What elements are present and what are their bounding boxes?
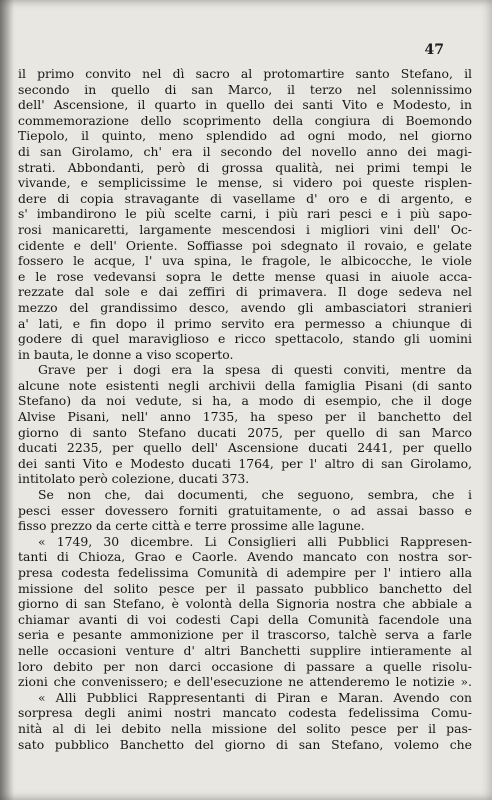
text-line: strati. Abbondanti, però di grossa qualità, nei primi tempi le [18, 159, 472, 175]
text-line: dell' Ascensione, il quarto in quello dei santi Vito e Modesto, in [18, 97, 472, 113]
text-line: fossero le acque, l' uva spina, le fragole, le albicocche, le viole [18, 253, 472, 269]
paragraph-start-line: « Alli Pubblici Rappresentanti di Piran e Maran. Avendo con [38, 689, 472, 705]
paragraph-start-line: Grave per i dogi era la spesa di questi conviti, mentre da [38, 362, 472, 378]
text-line: Tiepolo, il quinto, meno splendido ad ogni modo, nel giorno [18, 128, 472, 144]
paragraph-start-line: Se non che, dai documenti, che seguono, sembra, che i [38, 487, 472, 503]
paragraph-end-line: in bauta, le donne a viso scoperto. [18, 346, 234, 362]
paragraph-end-line: intitolato però colezione, ducati 373. [18, 471, 250, 487]
page-number: 47 [424, 42, 444, 58]
text-line: seria e pesante ammonizione per il trascorso, talchè serva a farle [18, 627, 472, 643]
text-line: di san Girolamo, ch' era il secondo del novello anno dei magi- [18, 143, 472, 159]
text-line: nità al di lei debito nella missione del solito pesce per il pas- [18, 720, 472, 736]
text-line: dere di copia stravagante di vasellame d' oro e di argento, e [18, 190, 472, 206]
text-line: Alvise Pisani, nell' anno 1735, ha speso per il banchetto del [18, 409, 472, 425]
text-line: s' imbandirono le più scelte carni, i più rari pesci e i più sapo- [18, 206, 472, 222]
text-line: vivande, e semplicissime le mense, si videro poi queste risplen- [18, 175, 472, 191]
text-line: godere di quel maraviglioso e ricco spettacolo, stando gli uomini [18, 331, 472, 347]
paragraph-end-line: zioni che convenissero; e dell'esecuzione ne attenderemo le notizie ». [18, 674, 472, 690]
text-line: cidente e dell' Oriente. Soffiasse poi sdegnato il rovaio, e gelate [18, 237, 472, 253]
text-line: Stefano) da noi vedute, si ha, a modo di esempio, che il doge [18, 393, 472, 409]
text-line: nelle occasioni venture d' altri Banchetti supplire intieramente al [18, 642, 472, 658]
text-line: ducati 2235, per quello dell' Ascensione ducati 2441, per quello [18, 440, 472, 456]
text-line: a' lati, e fin dopo il primo servito era permesso a chiunque di [18, 315, 472, 331]
paragraph-end-line: fisso prezzo da certe città e terre prossime alle lagune. [18, 518, 365, 534]
text-line: chiamar avanti di voi codesti Capi della Comunità facendole una [18, 611, 472, 627]
text-line: e le rose vedevansi sopra le dette mense quasi in aiuole acca- [18, 268, 472, 284]
text-line: loro debito per non darci occasione di passare a quelle risolu- [18, 658, 472, 674]
text-line: sato pubblico Banchetto del giorno di san Stefano, volemo che [18, 736, 472, 752]
text-line: pesci esser dovessero forniti gratuitamente, o ad assai basso e [18, 502, 472, 518]
text-line: giorno di santo Stefano ducati 2075, per quello di san Marco [18, 424, 472, 440]
text-line: commemorazione dello scoprimento della congiura di Boemondo [18, 112, 472, 128]
text-line: rezzate dal sole e dai zeffiri di primavera. Il doge sedeva nel [18, 284, 472, 300]
text-line: missione del solito pesce per il passato pubblico banchetto del [18, 580, 472, 596]
text-line: il primo convito nel dì sacro al protomartire santo Stefano, il [18, 66, 472, 81]
text-line: giorno di san Stefano, è volontà della Signoria nostra che abbiale a [18, 596, 472, 612]
text-line: presa codesta fedelissima Comunità di adempire per l' intiero alla [18, 565, 472, 580]
page-gutter-shadow [0, 0, 14, 800]
text-line: mezzo del grandissimo desco, avendo gli ambasciatori stranieri [18, 299, 472, 315]
text-line: rosi manicaretti, largamente mescendosi i migliori vini dell' Oc- [18, 221, 472, 237]
paragraph-start-line: « 1749, 30 dicembre. Li Consiglieri alli Pubblici Rappresen- [38, 533, 472, 549]
text-line: sorpresa degli animi nostri mancato codesta fedelissima Comu- [18, 705, 472, 721]
text-line: dei santi Vito e Modesto ducati 1764, per l' altro di san Girolamo, [18, 455, 472, 471]
text-line: alcune note esistenti negli archivii della famiglia Pisani (di santo [18, 377, 472, 393]
text-line: tanti di Chioza, Grao e Caorle. Avendo mancato con nostra sor- [18, 549, 472, 565]
body-text [18, 66, 472, 752]
text-line: secondo in quello di san Marco, il terzo nel solennissimo [18, 81, 472, 97]
